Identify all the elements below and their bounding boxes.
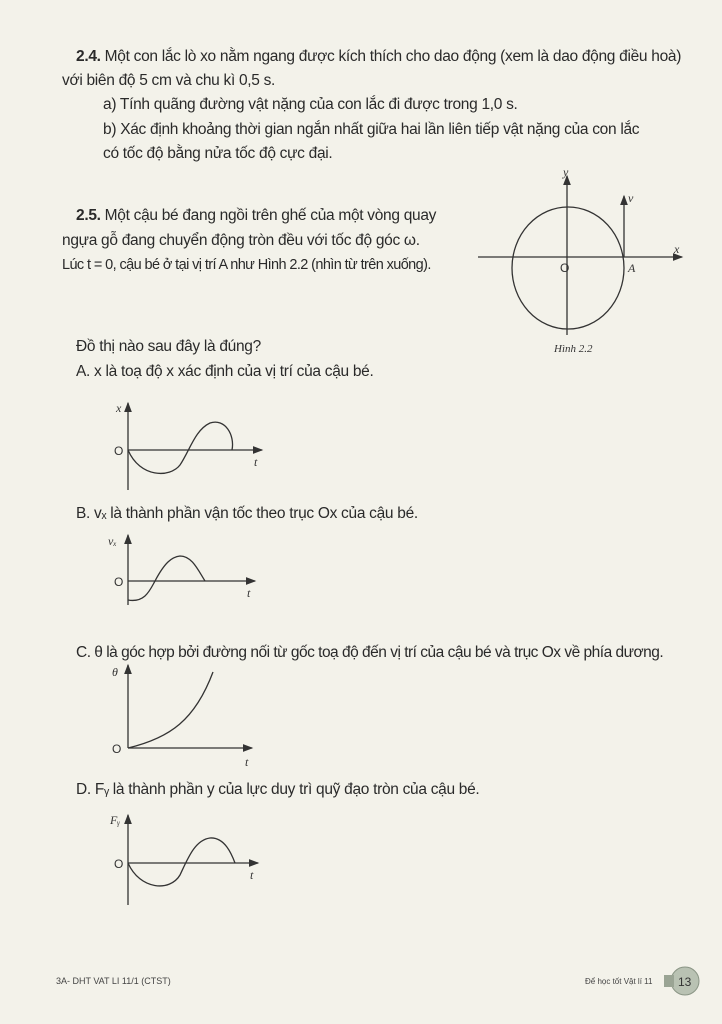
graph-a-origin: O <box>114 444 124 458</box>
graph-d-xlabel: t <box>250 868 254 882</box>
graph-d <box>128 815 258 905</box>
q25-line2: ngựa gỗ đang chuyển động tròn đều với tốc độ góc ω. <box>62 232 420 249</box>
fig-caption: Hình 2.2 <box>554 343 593 355</box>
graph-a <box>128 403 262 490</box>
graph-a-ylabel: x <box>116 401 122 415</box>
fig-x-label: x <box>674 242 680 256</box>
option-b: B. vₓ là thành phần vận tốc theo trục Ox của cậu bé. <box>76 505 418 522</box>
q24-part-b-cont: có tốc độ bằng nửa tốc độ cực đại. <box>103 145 333 162</box>
q25-question: Đồ thị nào sau đây là đúng? <box>76 338 261 355</box>
q24-number: 2.4. <box>76 48 101 65</box>
option-c: C. θ là góc hợp bởi đường nối từ gốc toạ độ đến vị trí của cậu bé và trục Ox về phía dương. <box>76 644 664 661</box>
q24-part-a: a) Tính quãng đường vật nặng của con lắc đi được trong 1,0 s. <box>103 96 518 113</box>
graph-b-xlabel: t <box>247 586 251 600</box>
graph-d-origin: O <box>114 857 124 871</box>
graph-c-xlabel: t <box>245 755 249 769</box>
fig-y-label: y <box>563 165 569 179</box>
graph-c-ylabel: θ <box>112 665 118 679</box>
q24-part-b: b) Xác định khoảng thời gian ngắn nhất giữa hai lần liên tiếp vật nặng của con lắc <box>103 121 640 138</box>
footer-right: Để học tốt Vật lí 11 <box>585 977 653 986</box>
q25-number: 2.5. <box>76 207 101 224</box>
q25-line3: Lúc t = 0, cậu bé ở tại vị trí A như Hình 2.2 (nhìn từ trên xuống). <box>62 257 431 273</box>
option-d: D. Fᵧ là thành phần y của lực duy trì quỹ đạo tròn của cậu bé. <box>76 781 480 798</box>
q24-text: Một con lắc lò xo nằm ngang được kích thích cho dao động (xem là dao động điều hoà) <box>104 48 682 65</box>
figure-2-2 <box>478 176 682 335</box>
graph-d-ylabel: Fᵧ <box>110 813 121 827</box>
fig-origin: O <box>560 261 570 275</box>
graph-c-origin: O <box>112 742 122 756</box>
q25-text: Một cậu bé đang ngồi trên ghế của một vòng quay <box>104 207 437 224</box>
option-a: A. x là toạ độ x xác định của vị trí của cậu bé. <box>76 363 374 380</box>
fig-point-a: A <box>628 261 636 275</box>
page-number: 13 <box>678 975 692 989</box>
graph-b-origin: O <box>114 575 124 589</box>
footer-left: 3A- DHT VAT LI 11/1 (CTST) <box>56 976 171 986</box>
graph-a-xlabel: t <box>254 455 258 469</box>
graph-b <box>128 535 255 605</box>
graph-c <box>128 665 252 748</box>
fig-v-label: v <box>628 191 634 205</box>
q24-line2: với biên độ 5 cm và chu kì 0,5 s. <box>62 72 276 89</box>
graph-b-ylabel: vₓ <box>108 534 117 548</box>
